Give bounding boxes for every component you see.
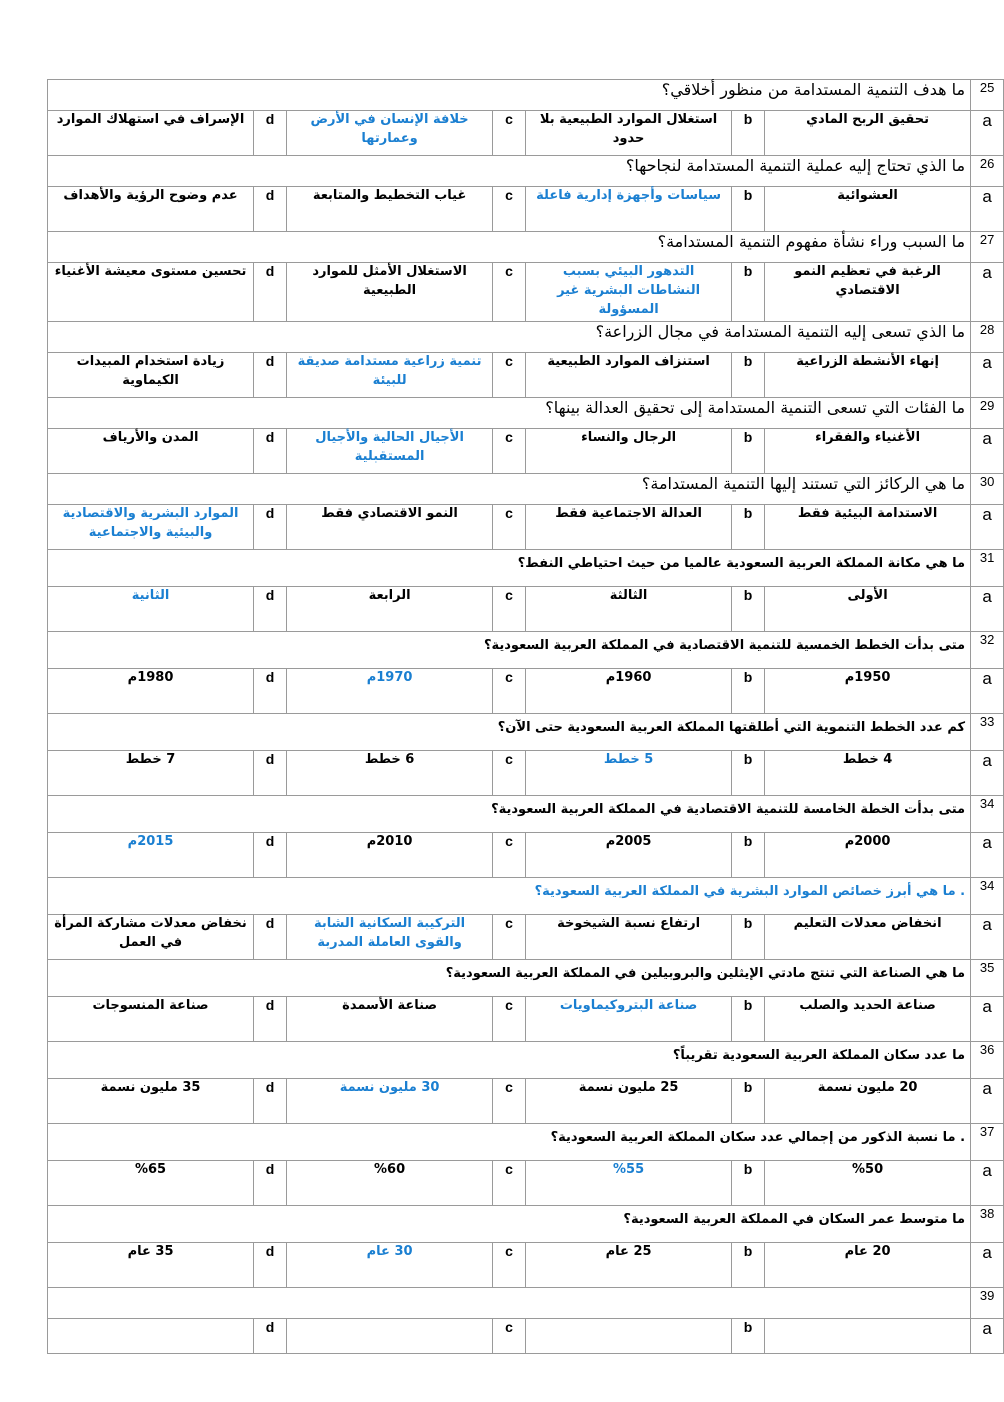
question-row: [48, 1042, 1004, 1079]
question-row: [48, 796, 1004, 833]
option-letter-b: b: [732, 111, 765, 156]
question-text: ما الذي تسعى إليه التنمية المستدامة في مجال الزراعة؟: [48, 322, 971, 353]
option-b-correct: صناعة البتروكيماويات: [526, 997, 732, 1042]
option-letter-c: c: [493, 1161, 526, 1206]
question-text: . ما هي أبرز خصائص الموارد البشرية في المملكة العربية السعودية؟: [48, 878, 971, 915]
option-letter-d: d: [254, 751, 287, 796]
question-row: [48, 714, 1004, 751]
option-letter-c: c: [493, 1079, 526, 1124]
option-b-correct: %55: [526, 1161, 732, 1206]
option-letter-a: a: [971, 429, 1004, 474]
option-a: 20 مليون نسمة: [765, 1079, 971, 1124]
option-c-correct: 30 مليون نسمة: [287, 1079, 493, 1124]
question-number: 25: [971, 80, 1004, 111]
option-a: 1950م: [765, 669, 971, 714]
question-number: 34: [971, 878, 1004, 915]
option-c-correct: تنمية زراعية مستدامة صديقة للبيئة: [287, 353, 493, 398]
option-letter-c: c: [493, 669, 526, 714]
option-letter-b: b: [732, 1319, 765, 1354]
option-a: %50: [765, 1161, 971, 1206]
question-number: 39: [971, 1288, 1004, 1319]
question-text: ما الذي تحتاج إليه عملية التنمية المستدامة لنجاحها؟: [48, 156, 971, 187]
option-letter-d: d: [254, 187, 287, 232]
option-letter-a: a: [971, 1243, 1004, 1288]
option-c: صناعة الأسمدة: [287, 997, 493, 1042]
option-c-correct: 1970م: [287, 669, 493, 714]
question-number: 26: [971, 156, 1004, 187]
question-number: 30: [971, 474, 1004, 505]
question-row: [48, 960, 1004, 997]
option-a: العشوائية: [765, 187, 971, 232]
option-letter-c: c: [493, 1319, 526, 1354]
option-letter-a: a: [971, 997, 1004, 1042]
option-b-correct: سياسات وأجهزة إدارية فاعلة: [526, 187, 732, 232]
option-d: تحسين مستوى معيشة الأغنياء: [48, 263, 254, 322]
options-row: [48, 263, 1004, 322]
option-letter-d: d: [254, 505, 287, 550]
option-letter-d: d: [254, 997, 287, 1042]
option-letter-a: a: [971, 353, 1004, 398]
question-text: ما هدف التنمية المستدامة من منظور أخلاقي؟: [48, 80, 971, 111]
question-text: متى بدأت الخطط الخمسية للتنمية الاقتصادية في المملكة العربية السعودية؟: [48, 632, 971, 669]
question-row: [48, 156, 1004, 187]
question-text: ما متوسط عمر السكان في المملكة العربية السعودية؟: [48, 1206, 971, 1243]
option-letter-d: d: [254, 353, 287, 398]
options-row: [48, 1319, 1004, 1354]
option-letter-b: b: [732, 833, 765, 878]
question-row: [48, 878, 1004, 915]
options-row: [48, 111, 1004, 156]
option-d: 35 عام: [48, 1243, 254, 1288]
question-row: [48, 632, 1004, 669]
question-text: ما الفئات التي تسعى التنمية المستدامة إلى تحقيق العدالة بينها؟: [48, 398, 971, 429]
option-letter-d: d: [254, 1243, 287, 1288]
question-text: ما هي الصناعة التي تنتج مادتي الإيثلين والبروبيلين في المملكة العربية السعودية؟: [48, 960, 971, 997]
option-b: 25 مليون نسمة: [526, 1079, 732, 1124]
option-letter-d: d: [254, 111, 287, 156]
option-b: ارتفاع نسبة الشيخوخة: [526, 915, 732, 960]
option-letter-b: b: [732, 353, 765, 398]
option-letter-b: b: [732, 997, 765, 1042]
options-row: [48, 587, 1004, 632]
question-text: [48, 1288, 971, 1319]
question-number: 38: [971, 1206, 1004, 1243]
option-a: إنهاء الأنشطة الزراعية: [765, 353, 971, 398]
options-row: [48, 505, 1004, 550]
option-a: الأولى: [765, 587, 971, 632]
option-a: الاستدامة البيئية فقط: [765, 505, 971, 550]
option-b: [526, 1319, 732, 1354]
option-b: 2005م: [526, 833, 732, 878]
option-letter-b: b: [732, 429, 765, 474]
option-d-correct: 2015م: [48, 833, 254, 878]
option-b: الرجال والنساء: [526, 429, 732, 474]
option-d: صناعة المنسوجات: [48, 997, 254, 1042]
option-d: الإسراف في استهلاك الموارد: [48, 111, 254, 156]
option-d: 35 مليون نسمة: [48, 1079, 254, 1124]
option-a: الرغبة في تعظيم النمو الاقتصادي: [765, 263, 971, 322]
option-a: تحقيق الربح المادي: [765, 111, 971, 156]
question-number: 32: [971, 632, 1004, 669]
question-row: [48, 232, 1004, 263]
option-letter-c: c: [493, 429, 526, 474]
option-letter-d: d: [254, 1079, 287, 1124]
option-d: عدم وضوح الرؤية والأهداف: [48, 187, 254, 232]
options-row: [48, 751, 1004, 796]
option-a: صناعة الحديد والصلب: [765, 997, 971, 1042]
option-b: 1960م: [526, 669, 732, 714]
option-a: 4 خطط: [765, 751, 971, 796]
question-row: [48, 474, 1004, 505]
option-letter-a: a: [971, 833, 1004, 878]
option-c: [287, 1319, 493, 1354]
question-text: ما هي الركائز التي تستند إليها التنمية المستدامة؟: [48, 474, 971, 505]
question-number: 28: [971, 322, 1004, 353]
option-d: نخفاض معدلات مشاركة المرأة في العمل: [48, 915, 254, 960]
options-row: [48, 915, 1004, 960]
option-b: الثالثة: [526, 587, 732, 632]
option-letter-a: a: [971, 111, 1004, 156]
option-letter-c: c: [493, 111, 526, 156]
question-number: 36: [971, 1042, 1004, 1079]
question-text: ما عدد سكان المملكة العربية السعودية تقريباً؟: [48, 1042, 971, 1079]
option-d: المدن والأرياف: [48, 429, 254, 474]
option-letter-c: c: [493, 587, 526, 632]
option-b: العدالة الاجتماعية فقط: [526, 505, 732, 550]
options-row: [48, 353, 1004, 398]
question-number: 37: [971, 1124, 1004, 1161]
option-letter-b: b: [732, 587, 765, 632]
option-letter-a: a: [971, 1079, 1004, 1124]
option-c-correct: 30 عام: [287, 1243, 493, 1288]
option-d: 1980م: [48, 669, 254, 714]
option-letter-d: d: [254, 587, 287, 632]
option-letter-c: c: [493, 751, 526, 796]
question-text: كم عدد الخطط التنموية التي أطلقتها المملكة العربية السعودية حتى الآن؟: [48, 714, 971, 751]
option-c-correct: الأجيال الحالية والأجيال المستقبلية: [287, 429, 493, 474]
option-letter-d: d: [254, 915, 287, 960]
option-letter-a: a: [971, 505, 1004, 550]
option-c-correct: خلافة الإنسان في الأرض وعمارتها: [287, 111, 493, 156]
option-letter-b: b: [732, 263, 765, 322]
option-letter-b: b: [732, 1161, 765, 1206]
option-letter-b: b: [732, 187, 765, 232]
option-letter-d: d: [254, 669, 287, 714]
question-text: متى بدأت الخطة الخامسة للتنمية الاقتصادية في المملكة العربية السعودية؟: [48, 796, 971, 833]
option-a: الأغنياء والفقراء: [765, 429, 971, 474]
option-d: [48, 1319, 254, 1354]
options-row: [48, 1079, 1004, 1124]
option-letter-c: c: [493, 187, 526, 232]
question-row: [48, 1124, 1004, 1161]
options-row: [48, 997, 1004, 1042]
option-letter-a: a: [971, 187, 1004, 232]
option-letter-c: c: [493, 505, 526, 550]
option-b-correct: التدهور البيئي بسبب النشاطات البشرية غير المسؤولة: [526, 263, 732, 322]
question-row: [48, 1206, 1004, 1243]
option-letter-b: b: [732, 669, 765, 714]
option-a: 20 عام: [765, 1243, 971, 1288]
option-letter-b: b: [732, 915, 765, 960]
question-number: 35: [971, 960, 1004, 997]
option-letter-a: a: [971, 669, 1004, 714]
question-row: [48, 322, 1004, 353]
option-letter-a: a: [971, 751, 1004, 796]
option-d: زيادة استخدام المبيدات الكيماوية: [48, 353, 254, 398]
option-d: 7 خطط: [48, 751, 254, 796]
question-row: [48, 80, 1004, 111]
options-row: [48, 187, 1004, 232]
quiz-table: [47, 79, 1004, 1354]
option-letter-c: c: [493, 263, 526, 322]
question-number: 27: [971, 232, 1004, 263]
option-b: استغلال الموارد الطبيعية بلا حدود: [526, 111, 732, 156]
option-c: الرابعة: [287, 587, 493, 632]
option-c: غياب التخطيط والمتابعة: [287, 187, 493, 232]
option-d-correct: الثانية: [48, 587, 254, 632]
question-text: ما هي مكانة المملكة العربية السعودية عالميا من حيث احتياطي النفط؟: [48, 550, 971, 587]
option-b: 25 عام: [526, 1243, 732, 1288]
question-row: [48, 398, 1004, 429]
option-letter-d: d: [254, 429, 287, 474]
options-row: [48, 833, 1004, 878]
option-c: 2010م: [287, 833, 493, 878]
question-number: 31: [971, 550, 1004, 587]
option-letter-d: d: [254, 263, 287, 322]
option-c: النمو الاقتصادي فقط: [287, 505, 493, 550]
option-c: الاستغلال الأمثل للموارد الطبيعية: [287, 263, 493, 322]
option-c-correct: التركيبة السكانية الشابة والقوى العاملة المدربة: [287, 915, 493, 960]
option-letter-d: d: [254, 1319, 287, 1354]
option-a: [765, 1319, 971, 1354]
question-number: 34: [971, 796, 1004, 833]
option-letter-a: a: [971, 1161, 1004, 1206]
option-letter-a: a: [971, 915, 1004, 960]
option-d: %65: [48, 1161, 254, 1206]
options-row: [48, 669, 1004, 714]
option-letter-b: b: [732, 505, 765, 550]
option-a: انخفاض معدلات التعليم: [765, 915, 971, 960]
option-letter-c: c: [493, 997, 526, 1042]
question-row: [48, 1288, 1004, 1319]
option-c: %60: [287, 1161, 493, 1206]
option-letter-a: a: [971, 263, 1004, 322]
option-letter-a: a: [971, 1319, 1004, 1354]
question-number: 33: [971, 714, 1004, 751]
question-text: . ما نسبة الذكور من إجمالي عدد سكان المملكة العربية السعودية؟: [48, 1124, 971, 1161]
option-letter-a: a: [971, 587, 1004, 632]
option-c: 6 خطط: [287, 751, 493, 796]
option-letter-b: b: [732, 751, 765, 796]
option-letter-b: b: [732, 1243, 765, 1288]
options-row: [48, 1243, 1004, 1288]
option-letter-d: d: [254, 1161, 287, 1206]
options-row: [48, 429, 1004, 474]
option-letter-c: c: [493, 353, 526, 398]
option-letter-b: b: [732, 1079, 765, 1124]
option-letter-c: c: [493, 1243, 526, 1288]
question-text: ما السبب وراء نشأة مفهوم التنمية المستدامة؟: [48, 232, 971, 263]
option-a: 2000م: [765, 833, 971, 878]
options-row: [48, 1161, 1004, 1206]
option-letter-c: c: [493, 915, 526, 960]
option-letter-d: d: [254, 833, 287, 878]
option-b: استنزاف الموارد الطبيعية: [526, 353, 732, 398]
option-d-correct: الموارد البشرية والاقتصادية والبيئية والاجتماعية: [48, 505, 254, 550]
option-letter-c: c: [493, 833, 526, 878]
option-b-correct: 5 خطط: [526, 751, 732, 796]
question-row: [48, 550, 1004, 587]
question-number: 29: [971, 398, 1004, 429]
